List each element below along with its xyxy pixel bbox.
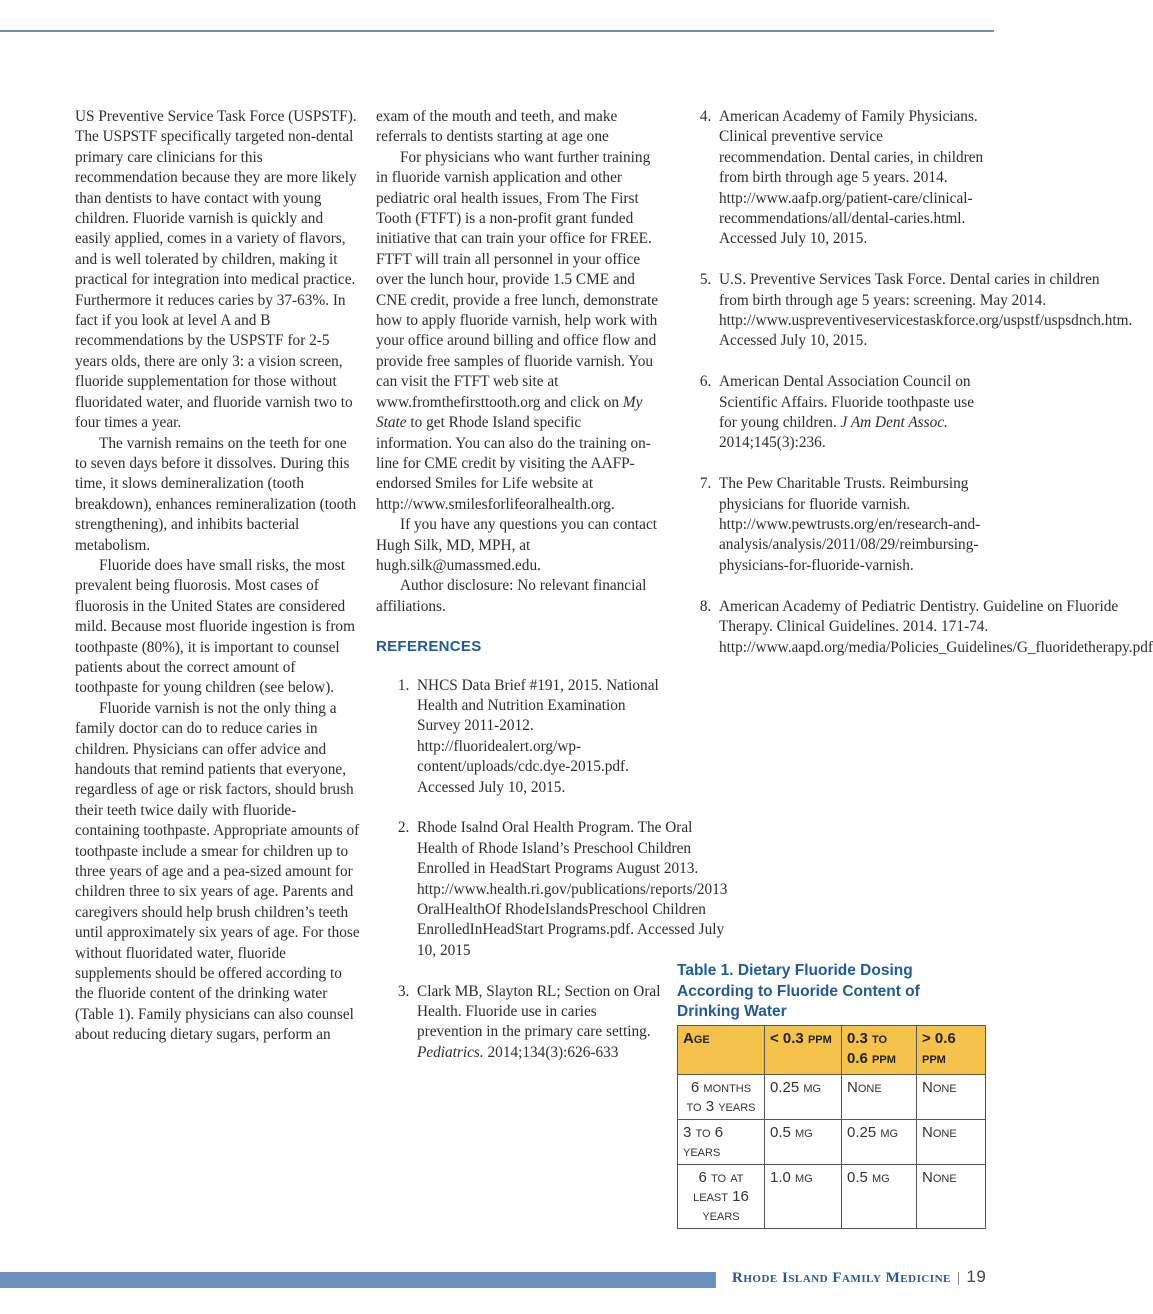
reference-item: [697, 474, 992, 576]
column-header: > 0.6 ppm: [917, 1026, 986, 1075]
reference-number: 8.: [699, 597, 712, 615]
table-cell: 0.5 mg: [765, 1120, 842, 1165]
reference-text: American Academy of Pediatric Dentistry. Guideline on Fluoride Therapy. Clinical Guidelines. 2014. 171-74. http://www.aapd.org/media/Policies_Guidelines/G_fluoridetherapy.pdf: [719, 597, 1153, 656]
reference-number: 5.: [699, 271, 712, 289]
reference-text: Rhode Isalnd Oral Health Program. The Oral Health of Rhode Island’s Preschool Children Enrolled in HeadStart Programs August 2013. http://www.health.ri.gov/publications/reports/2013 OralHealthOf RhodeIslandsPreschool Children EnrolledInHeadStart Programs.pdf. Accessed July 10, 2015: [417, 819, 728, 959]
column-header: Age: [678, 1026, 765, 1075]
table-cell: None: [917, 1165, 986, 1229]
paragraph-text: to get Rhode Island specific information. You can also do the training on-line for CME credit by visiting the AAFP-endorsed Smiles for Life website at http://www.smilesforlifeoralhealth.org.: [376, 414, 651, 513]
table-cell: 6 to at least 16 years: [678, 1165, 765, 1229]
references-heading: REFERENCES: [376, 638, 482, 656]
table-cell: 6 months to 3 years: [678, 1075, 765, 1120]
table-cell: 1.0 mg: [765, 1165, 842, 1229]
page-number: 19: [966, 1267, 987, 1286]
journal-name: Rhode Island Family Medicine: [732, 1270, 951, 1286]
reference-number: 3.: [397, 982, 410, 1000]
journal-title: J Am Dent Assoc.: [840, 414, 948, 432]
paragraph: exam of the mouth and teeth, and make referrals to dentists starting at age one: [376, 108, 618, 146]
reference-item: [376, 818, 728, 961]
paragraph: The varnish remains on the teeth for one to seven days before it dissolves. During this time, it slows demineralization (tooth breakdown), enhances remineralization (tooth strengthening), and inhibits bacterial metabolism.: [75, 434, 357, 554]
reference-item: [376, 676, 661, 798]
table-cell: 0.25 mg: [842, 1120, 917, 1165]
reference-text: American Dental Association Council on Scientific Affairs. Fluoride toothpaste use for young children. J Am Dent Assoc. 2014;145(3):236.: [719, 373, 975, 452]
table-caption: Table 1. Dietary Fluoride Dosing According to Fluoride Content of Drinking Water: [677, 962, 920, 1020]
reference-number: 7.: [699, 475, 712, 493]
table-cell: 0.25 mg: [765, 1075, 842, 1120]
reference-number: 6.: [699, 373, 712, 391]
column-2: [376, 107, 728, 1084]
paragraph: If you have any questions you can contact Hugh Silk, MD, MPH, at hugh.silk@umassmed.edu.: [376, 516, 657, 574]
table-header-row: [678, 1026, 986, 1075]
reference-text: American Academy of Family Physicians. Clinical preventive service recommendation. Dental caries, in children from birth through age 5 years. 2014. http://www.aafp.org/patient-care/clinical-recommendations/all/dental-caries.html. Accessed July 10, 2015.: [719, 108, 984, 248]
table-cell: 3 to 6 years: [678, 1120, 765, 1165]
reference-text: NHCS Data Brief #191, 2015. National Health and Nutrition Examination Survey 2011-2012. http://fluoridealert.org/wp-content/uploads/cdc.dye-2015.pdf. Accessed July 10, 2015.: [417, 676, 659, 796]
reference-item: [697, 597, 1153, 658]
page-footer: [732, 1267, 986, 1287]
reference-item: [697, 107, 992, 250]
table-cell: None: [917, 1075, 986, 1120]
paragraph: US Preventive Service Task Force (USPSTF). The USPSTF specifically targeted non-dental primary care clinicians for this recommendation because they are more likely than dentists to have contact with young children. Fluoride varnish is quickly and easily applied, comes in a variety of flavors, and is well tolerated by children, making it practical for integration into medical practice. Furthermore it reduces caries by 37-63%. In fact if you look at level A and B recommendations by the USPSTF for 2-5 years olds, there are only 3: a vision screen, fluoride supplementation for those without fluoridated water, and fluoride varnish two to four times a year.: [75, 108, 357, 432]
table-cell: None: [842, 1075, 917, 1120]
top-rule: [0, 30, 994, 32]
italic-text: My State: [376, 393, 643, 432]
table-row: [678, 1120, 986, 1165]
reference-number: 2.: [397, 819, 410, 837]
paragraph: Fluoride does have small risks, the most prevalent being fluorosis. Most cases of fluorosis in the United States are considered mild. Because most fluoride ingestion is from toothpaste (80%), it is important to counsel patients about the correct amount of toothpaste for young children (see below).: [75, 556, 355, 697]
reference-number: 4.: [699, 108, 712, 125]
reference-text: The Pew Charitable Trusts. Reimbursing physicians for fluoride varnish. http://www.pewtrusts.org/en/research-and-analysis/analysis/2011/08/29/reimbursing-physicians-for-fluoride-varnish.: [719, 475, 981, 574]
reference-text: U.S. Preventive Services Task Force. Dental caries in children from birth through age 5 years: screening. May 2014. http://www.uspreventiveservicestaskforce.org/uspstf/uspsdnch.htm. Accessed July 10, 2015.: [719, 271, 1133, 350]
journal-title: Pediatrics.: [417, 1043, 484, 1061]
paragraph: [376, 148, 661, 515]
column-header: < 0.3 ppm: [765, 1026, 842, 1075]
table-row: [678, 1165, 986, 1229]
fluoride-dosing-table: [677, 1025, 986, 1229]
footer-separator: |: [956, 1270, 961, 1286]
reference-item: [697, 270, 1133, 352]
column-1: [75, 107, 360, 1046]
paragraph: Fluoride varnish is not the only thing a family doctor can do to reduce caries in children. Physicians can offer advice and handouts that remind patients that everyone, regardless of age or risk factors, should brush their teeth twice daily with fluoride-containing toothpaste. Appropriate amounts of toothpaste include a smear for children up to three years of age and a pea-sized amount for children three to six years of age. Parents and caregivers should help brush children’s teeth until approximately six years of age. For those without fluoridated water, fluoride supplements should be offered according to the fluoride content of the drinking water (Table 1). Family physicians can also counsel about reducing dietary sugars, perform an: [75, 699, 360, 1044]
table-row: [678, 1075, 986, 1120]
reference-text: Clark MB, Slayton RL; Section on Oral Health. Fluoride use in caries prevention in the primary care setting. Pediatrics. 2014;134(3):626-633: [417, 982, 661, 1061]
reference-number: 1.: [397, 676, 410, 694]
table-cell: None: [917, 1120, 986, 1165]
reference-item: [376, 982, 661, 1064]
reference-item: [697, 372, 992, 454]
footer-bar: [0, 1272, 716, 1288]
paragraph: Author disclosure: No relevant financial affiliations.: [376, 577, 647, 615]
paragraph-text: For physicians who want further training in fluoride varnish application and other pediatric oral health issues, From The First Tooth (FTFT) is a non-profit grant funded initiative that can train your office for FREE. FTFT will train all personnel in your office over the lunch hour, provide 1.5 CME and CNE credit, provide a free lunch, demonstrate how to apply fluoride varnish, help work with your office around billing and office flow and provide free samples of fluoride varnish. You can visit the FTFT web site at www.fromthefirsttooth.org and click on: [376, 148, 659, 411]
column-header: 0.3 to 0.6 ppm: [842, 1026, 917, 1075]
column-3: [697, 107, 1153, 678]
table-cell: 0.5 mg: [842, 1165, 917, 1229]
